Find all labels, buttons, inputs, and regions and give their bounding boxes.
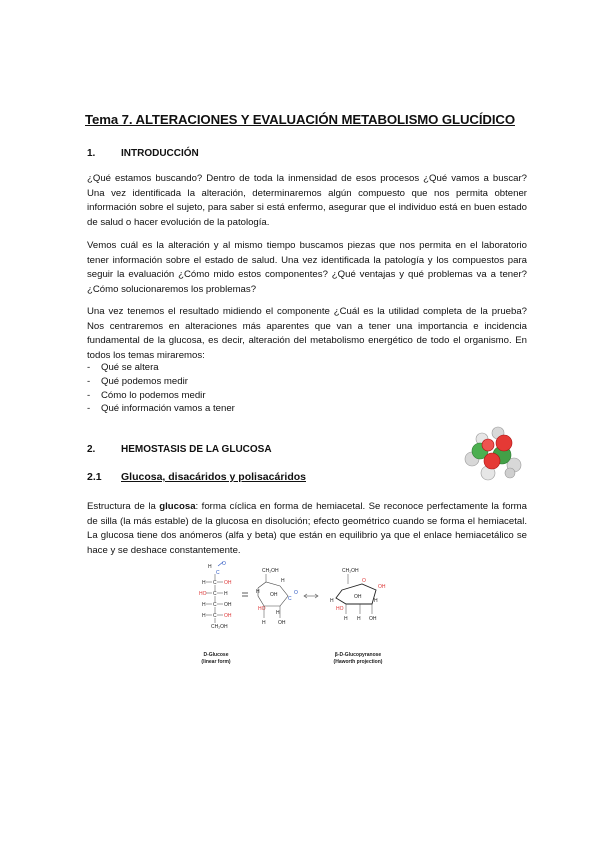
svg-text:H: H	[330, 598, 334, 604]
svg-text:OH: OH	[278, 620, 286, 626]
svg-text:H: H	[344, 616, 348, 622]
svg-text:CH₂OH: CH₂OH	[262, 568, 279, 574]
intro-paragraph-2: Vemos cuál es la alteración y al mismo tiempo buscamos piezas que nos permita en el laboratorio tener información sobre el estado de salud. Una vez identificada la patología y los compuestos para seguir la evaluación ¿Cómo mido estos componentes? ¿Qué ventajas y qué problemas va a tener? ¿Cómo solucionaremos los problemas?	[87, 240, 527, 295]
svg-text:H: H	[208, 564, 212, 570]
svg-text:OH: OH	[354, 594, 362, 600]
list-item: - Qué información vamos a tener	[87, 403, 235, 415]
svg-text:HO: HO	[199, 591, 207, 597]
svg-text:H: H	[374, 598, 378, 604]
page-title: Tema 7. ALTERACIONES Y EVALUACIÓN METABOLISMO GLUCÍDICO	[85, 112, 515, 127]
svg-text:HO: HO	[258, 606, 266, 612]
svg-text:H: H	[202, 580, 206, 586]
section-title: INTRODUCCIÓN	[121, 148, 199, 159]
svg-text:CH₂OH: CH₂OH	[342, 568, 359, 574]
glucose-molecule-image	[458, 421, 526, 485]
section-1-heading	[87, 148, 199, 159]
svg-text:H: H	[357, 616, 361, 622]
svg-text:OH: OH	[224, 602, 232, 608]
figure-right-label: β-D-Glucopyranose	[334, 652, 382, 658]
section-number: 2.	[87, 444, 96, 455]
svg-text:H: H	[256, 589, 260, 595]
svg-text:OH: OH	[270, 592, 278, 598]
svg-text:C: C	[213, 613, 217, 619]
list-item: - Cómo lo podemos medir	[87, 389, 206, 401]
svg-text:H: H	[276, 610, 280, 616]
svg-text:HO: HO	[336, 606, 344, 612]
svg-text:C: C	[288, 596, 292, 602]
svg-text:OH: OH	[224, 580, 232, 586]
svg-text:H: H	[202, 602, 206, 608]
intro-paragraph-3: Una vez tenemos el resultado midiendo el componente ¿Cuál es la utilidad completa de la prueba? Nos centraremos en alteraciones más aparentes que van a tener una importancia e incidencia fundamental de la glucosa, es decir, alteración del metabolismo energético de todo el organismo. En todos los temas miraremos:	[87, 306, 527, 361]
figure-left-label: D-Glucose	[203, 652, 229, 658]
svg-text:H: H	[281, 578, 285, 584]
figure-right-sublabel: (Haworth projection)	[333, 659, 383, 665]
svg-text:CH₂OH: CH₂OH	[211, 624, 228, 630]
svg-text:C: C	[216, 570, 220, 576]
section-2-heading	[87, 444, 272, 455]
glucose-paragraph: Estructura de la glucosa: forma cíclica en forma de hemiacetal. Se reconoce perfectamente la forma de silla (la más estable) de la glucosa en disolución; efecto geométrico cuando se forma el hemiacetal. La glucosa tiene dos anómeros (alfa y beta) que están en equilibrio ya que el enlace hemiacetálico se hace y se deshace constantemente.	[87, 501, 528, 556]
intro-list	[87, 361, 235, 416]
glucose-term: glucosa	[159, 501, 196, 512]
section-2-1-heading	[87, 471, 306, 483]
svg-text:O: O	[294, 590, 298, 596]
svg-text:H: H	[202, 613, 206, 619]
svg-text:OH: OH	[378, 584, 386, 590]
svg-text:C: C	[213, 602, 217, 608]
svg-text:C: C	[213, 580, 217, 586]
glucose-structure-figure	[196, 560, 410, 680]
list-item: - Qué podemos medir	[87, 375, 188, 387]
svg-text:H: H	[224, 591, 228, 597]
svg-text:OH: OH	[224, 613, 232, 619]
section-title: HEMOSTASIS DE LA GLUCOSA	[121, 444, 272, 455]
svg-text:O: O	[362, 578, 366, 584]
intro-paragraph-1: ¿Qué estamos buscando? Dentro de toda la inmensidad de esos procesos ¿Qué vamos a buscar? Una vez identificada la alteración, determinaremos algún compuesto que nos permita obtener información sobre el sujeto, para saber si está enfermo, asegurar que el individuo está en buen estado de salud o hacer evolución de la patología.	[87, 173, 527, 228]
svg-text:O: O	[222, 561, 226, 567]
svg-text:H: H	[262, 620, 266, 626]
figure-left-sublabel: (linear form)	[201, 659, 231, 665]
svg-text:C: C	[213, 591, 217, 597]
section-number: 2.1	[87, 471, 102, 483]
list-item: - Qué se altera	[87, 362, 159, 373]
section-number: 1.	[87, 148, 96, 159]
section-title: Glucosa, disacáridos y polisacáridos	[121, 471, 306, 483]
svg-text:OH: OH	[369, 616, 377, 622]
